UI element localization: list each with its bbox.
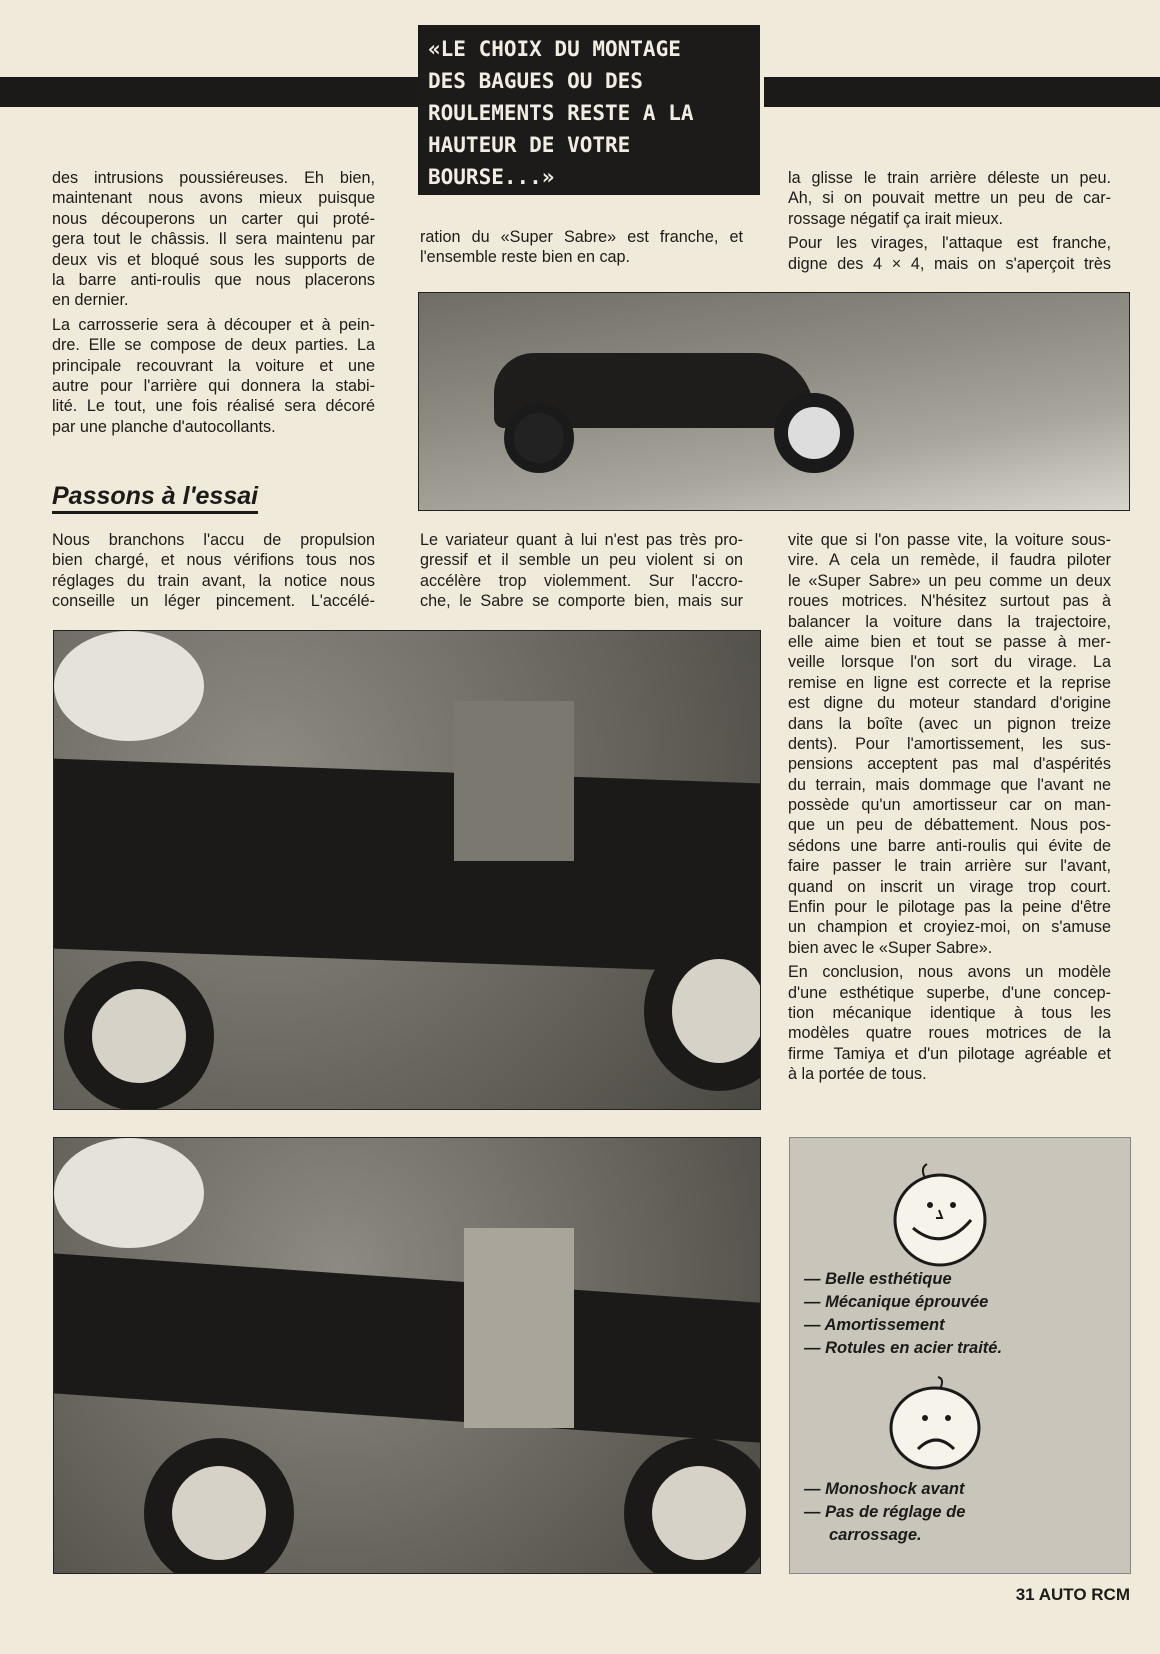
paragraph: [420, 227, 743, 268]
header-bar-left: [0, 77, 418, 107]
text-line: conseille un léger pincement. L'accélé-: [52, 592, 375, 611]
text-line: La carrosserie sera à découper et à pein-: [52, 315, 375, 334]
text-line: bien chargé, et nous vérifions tous nos: [52, 551, 375, 570]
pro-item: — Rotules en acier traité.: [804, 1339, 1003, 1357]
column-1-top: [52, 168, 375, 441]
paragraph: [788, 530, 1111, 958]
text-line: réglages du train avant, la notice nous: [52, 571, 375, 590]
paragraph: [420, 530, 743, 612]
text-line: quand on inscrit un virage trop court.: [788, 877, 1111, 896]
wheel: [54, 631, 204, 741]
motor: [454, 701, 574, 861]
text-line: autre pour l'arrière qui donnera la stabi-: [52, 376, 375, 395]
text-line: elle aime bien et tout se passe à mer-: [788, 632, 1111, 651]
header-bar-right: [764, 77, 1160, 107]
text-line: à la portée de tous.: [788, 1065, 927, 1084]
text-line: accélère trop violemment. Sur l'accro-: [420, 571, 743, 590]
paragraph: [52, 530, 375, 612]
photo-chassis-top: [53, 630, 761, 1110]
text-line: lité. Le tout, une fois réalisé sera décoré: [52, 397, 375, 416]
pull-quote-line: ROULEMENTS RESTE A LA: [428, 101, 694, 125]
column-1-bottom: [52, 530, 375, 616]
text-line: vite que si l'on passe vite, la voiture sous-: [788, 531, 1111, 549]
text-line: modèles quatre roues motrices de la: [788, 1024, 1111, 1043]
con-item: — Pas de réglage de: [804, 1503, 966, 1521]
text-line: maintenant nous avons mieux puisque: [52, 189, 375, 208]
text-line: des intrusions poussiéreuses. Eh bien,: [52, 169, 375, 187]
chassis: [54, 759, 760, 974]
wheel: [54, 1138, 204, 1248]
text-line: Pour les virages, l'attaque est franche,: [788, 234, 1111, 253]
con-item: carrossage.: [829, 1526, 922, 1544]
sad-face-icon: [880, 1373, 990, 1473]
pro-item: — Amortissement: [804, 1316, 945, 1334]
text-line: tion mécanique identique à tous les: [788, 1003, 1111, 1022]
column-3-top: [788, 168, 1111, 278]
pros-list: [804, 1268, 1002, 1360]
text-line: En conclusion, nous avons un modèle: [788, 963, 1111, 982]
text-line: Le variateur quant à lui n'est pas très pro-: [420, 531, 743, 549]
page-number: 31: [1015, 1585, 1035, 1604]
text-line: balancer la voiture dans la trajectoire,: [788, 612, 1111, 631]
text-line: roues motrices. N'hésitez surtout pas à: [788, 592, 1111, 611]
text-line: l'ensemble reste bien en cap.: [420, 248, 631, 267]
wheel: [774, 393, 854, 473]
text-line: gera tout le châssis. Il sera maintenu par: [52, 230, 375, 249]
text-line: ration du «Super Sabre» est franche, et: [420, 228, 743, 246]
pro-item: — Mécanique éprouvée: [804, 1293, 989, 1311]
pros-cons-box: [789, 1137, 1131, 1574]
pull-quote-line: HAUTEUR DE VOTRE: [428, 133, 631, 157]
text-line: dents). Pour l'amortissement, les sus-: [788, 734, 1111, 753]
paragraph: [788, 168, 1111, 229]
pull-quote-line: DES BAGUES OU DES: [428, 69, 643, 93]
text-line: Nous branchons l'accu de propulsion: [52, 531, 375, 549]
text-line: vire. A cela un remède, il faudra piloter: [788, 551, 1111, 570]
wheel: [504, 403, 574, 473]
text-line: remise en ligne est correcte et la reprise: [788, 673, 1111, 692]
pull-quote: [418, 25, 760, 195]
text-line: par une planche d'autocollants.: [52, 417, 276, 436]
column-3-bottom: [788, 530, 1111, 1089]
text-line: est digne du moteur standard d'origine: [788, 694, 1111, 713]
text-line: che, le Sabre se comporte bien, mais sur: [420, 592, 743, 611]
wheel: [144, 1438, 294, 1574]
paragraph: [52, 315, 375, 437]
photo-car-driving: [418, 292, 1130, 511]
text-line: la barre anti-roulis que nous placerons: [52, 270, 375, 289]
text-line: possède qu'un amortisseur car on man-: [788, 796, 1111, 815]
happy-face-icon: [885, 1160, 995, 1270]
magazine-name: AUTO RCM: [1038, 1585, 1130, 1604]
text-line: du terrain, mais dommage que l'avant ne: [788, 775, 1111, 794]
text-line: Ah, si on pouvait mettre un peu de car-: [788, 189, 1111, 208]
pro-item: — Belle esthétique: [804, 1270, 952, 1288]
text-line: sédons une barre anti-roulis qui évite de: [788, 836, 1111, 855]
text-line: le «Super Sabre» un peu comme un deux: [788, 571, 1111, 590]
paragraph: [788, 233, 1111, 274]
column-2-bottom: [420, 530, 743, 616]
text-line: en dernier.: [52, 291, 129, 310]
text-line: rossage négatif ça irait mieux.: [788, 209, 1004, 228]
text-line: d'une esthétique superbe, d'une concep-: [788, 983, 1111, 1002]
text-line: digne des 4 × 4, mais on s'aperçoit très: [788, 254, 1111, 273]
text-line: gressif et il semble un peu violent si on: [420, 551, 743, 570]
battery: [464, 1228, 574, 1428]
photo-chassis-side: [53, 1137, 761, 1574]
chassis: [54, 1253, 760, 1442]
paragraph: [52, 168, 375, 311]
con-item: — Monoshock avant: [804, 1480, 965, 1498]
section-heading: Passons à l'essai: [52, 482, 258, 514]
text-line: firme Tamiya et d'un pilotage agréable et: [788, 1044, 1111, 1063]
page-footer: [1016, 1585, 1130, 1605]
text-line: que un peu de débattement. Nous pos-: [788, 816, 1111, 835]
text-line: un champion et croyiez-moi, on s'amuse: [788, 918, 1111, 937]
text-line: Enfin pour le pilotage pas la peine d'être: [788, 898, 1111, 917]
text-line: la glisse le train arrière déleste un peu.: [788, 169, 1111, 187]
pull-quote-line: «LE CHOIX DU MONTAGE: [428, 37, 681, 61]
pull-quote-line: BOURSE...»: [428, 165, 555, 189]
text-line: principale recouvrant la voiture et une: [52, 356, 375, 375]
wheel: [64, 961, 214, 1110]
text-line: faire passer le train arrière sur l'avant,: [788, 857, 1111, 876]
text-line: dre. Elle se compose de deux parties. La: [52, 336, 375, 355]
wheel: [624, 1438, 761, 1574]
text-line: nous découperons un carter qui proté-: [52, 209, 375, 228]
text-line: dans la boîte (avec un pignon treize: [788, 714, 1111, 733]
paragraph: [788, 962, 1111, 1084]
column-2-top: [420, 227, 743, 272]
text-line: deux vis et bloqué sous les supports de: [52, 250, 375, 269]
cons-list: [804, 1478, 965, 1547]
text-line: bien avec le «Super Sabre».: [788, 938, 993, 957]
text-line: veille lorsque l'on sort du virage. La: [788, 653, 1111, 672]
text-line: pensions acceptent pas mal d'aspérités: [788, 755, 1111, 774]
